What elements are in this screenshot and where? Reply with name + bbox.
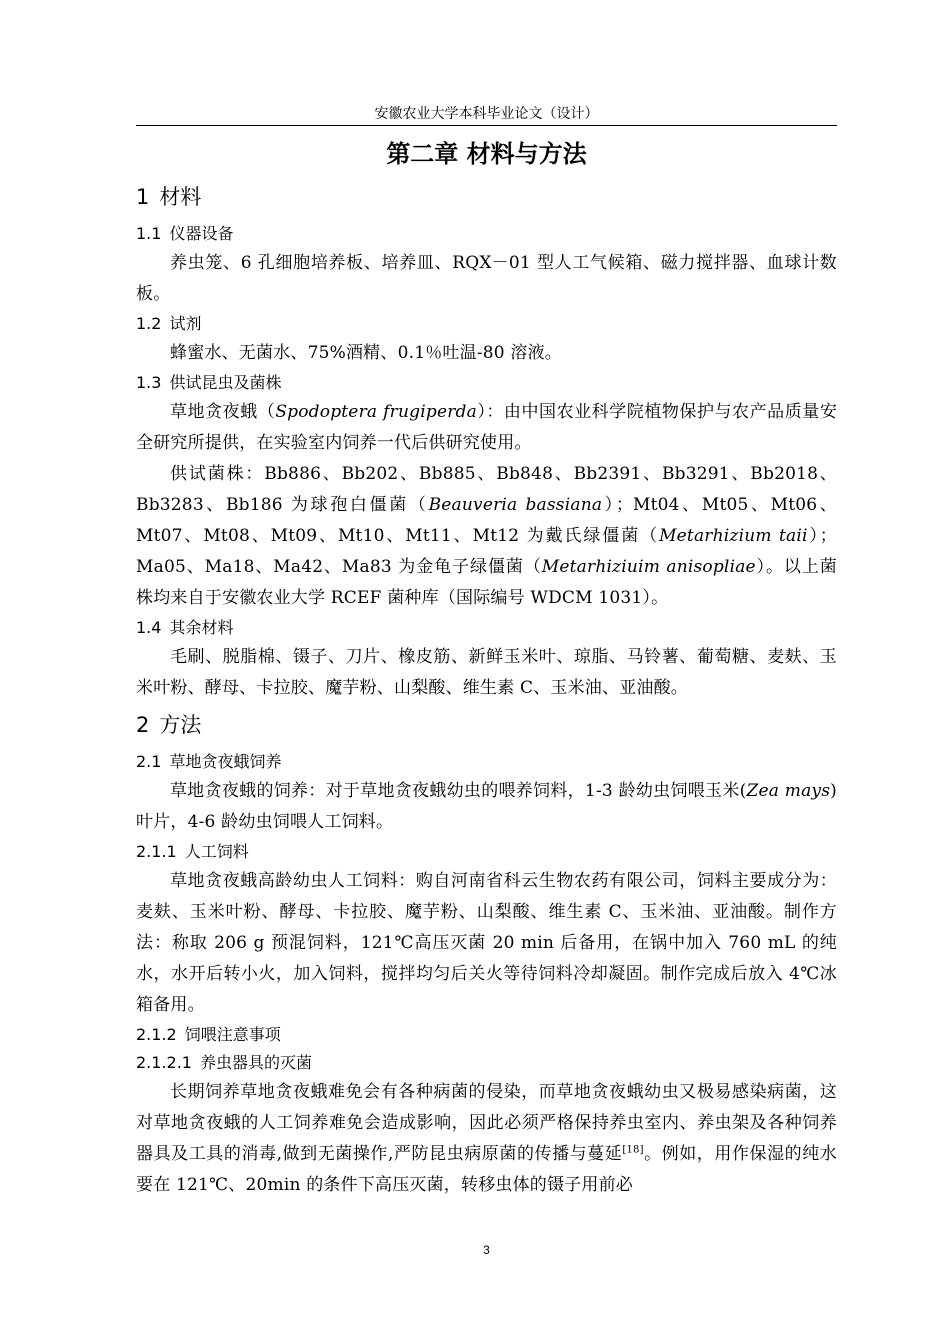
section-title: 方法 [159,713,202,737]
section-title: 饲喂注意事项 [184,1025,281,1044]
section-title: 供试昆虫及菌株 [169,373,282,392]
section-title: 草地贪夜蛾饲养 [169,752,282,771]
scientific-name: Beauveria bassiana [428,495,603,515]
section-heading-2 [136,706,837,744]
scientific-name: Metarhizium taii [659,526,808,546]
subsection-heading-1-3 [136,369,837,397]
section-number: 2.1.2.1 [136,1053,192,1072]
page-number: 3 [483,1243,490,1257]
section-number: 1.2 [136,314,162,333]
section-heading-1 [136,178,837,216]
paragraph-strains [136,459,837,614]
subsection-heading-2-1-2 [136,1021,837,1049]
paragraph-other-materials: 毛刷、脱脂棉、镊子、刀片、橡皮筋、新鲜玉米叶、琼脂、马铃薯、葡萄糖、麦麸、玉米叶粉、酵母、卡拉胶、魔芋粉、山梨酸、维生素 C、玉米油、亚油酸。 [136,647,837,698]
section-title: 养虫器具的灭菌 [199,1053,312,1072]
citation-reference: [18] [622,1144,644,1156]
paragraph-sterilization [136,1077,837,1201]
text-run: ）；Mt04、Mt05、Mt06、Mt07、Mt08、Mt09、Mt10、Mt11、Mt12 为戴氏绿僵菌（ [136,495,837,546]
page-body [136,132,837,1201]
running-header: 安徽农业大学本科毕业论文（设计） [374,106,599,122]
section-number: 2.1 [136,752,162,771]
section-number: 2.1.2 [136,1025,177,1044]
section-title: 材料 [159,185,202,209]
section-title: 试剂 [169,314,202,333]
scientific-name: Spodoptera frugiperda [275,402,477,422]
subsection-heading-1-1 [136,220,837,248]
subsection-heading-1-4 [136,614,837,642]
text-run: ）。以上菌株均来自于安徽农业大学 RCEF 菌种库（国际编号 WDCM 1031）。 [136,557,838,608]
chapter-title: 第二章 材料与方法 [386,140,587,168]
section-number: 1 [136,185,150,209]
scientific-name: Zea mays [746,781,831,801]
text-run: ）；Ma05、Ma18、Ma42、Ma83 为金龟子绿僵菌（ [136,526,837,577]
section-number: 2.1.1 [136,842,177,861]
section-number: 1.1 [136,224,162,243]
section-number: 2 [136,713,150,737]
header-rule [136,125,837,126]
paragraph-reagents: 蜂蜜水、无菌水、75%酒精、0.1％吐温-80 溶液。 [170,343,562,363]
paragraph-rearing [136,776,837,838]
section-number: 1.4 [136,618,162,637]
section-title: 其余材料 [169,618,234,637]
text-run: 供试菌株：Bb886、Bb202、Bb885、Bb848、Bb2391、Bb3291、Bb2018、Bb3283、Bb186 为球孢白僵菌（ [136,464,837,515]
text-run: ）：由中国农业科学院植物保护与农产品质量安全研究所提供，在实验室内饲养一代后供研究使用。 [136,402,838,453]
subsection-heading-2-1 [136,748,837,776]
paragraph-equipment: 养虫笼、6 孔细胞培养板、培养皿、RQX－01 型人工气候箱、磁力搅拌器、血球计数板。 [136,253,837,304]
paragraph-insects [136,397,837,459]
section-number: 1.3 [136,373,162,392]
section-title: 仪器设备 [169,224,234,243]
text-run: 。例如，用作保湿的纯水要在 121℃、20min 的条件下高压灭菌，转移虫体的镊子用前必 [136,1144,838,1195]
text-run: )叶片，4-6 龄幼虫饲喂人工饲料。 [136,781,837,832]
subsection-heading-1-2 [136,310,837,338]
text-run: 草地贪夜蛾的饲养：对于草地贪夜蛾幼虫的喂养饲料，1-3 龄幼虫饲喂玉米( [170,781,747,801]
subsection-heading-2-1-2-1 [136,1049,837,1077]
text-run: 草地贪夜蛾（ [170,402,276,422]
section-title: 人工饲料 [184,842,249,861]
subsection-heading-2-1-1 [136,838,837,866]
text-run: 长期饲养草地贪夜蛾难免会有各种病菌的侵染，而草地贪夜蛾幼虫又极易感染病菌，这对草地贪夜蛾的人工饲养难免会造成影响，因此必须严格保持养虫室内、养虫架及各种饲养器具及工具的消毒,做到无菌操作,严防昆虫病原菌的传播与蔓延 [136,1082,837,1164]
paragraph-artificial-diet: 草地贪夜蛾高龄幼虫人工饲料：购自河南省科云生物农药有限公司，饲料主要成分为：麦麸、玉米叶粉、酵母、卡拉胶、魔芋粉、山梨酸、维生素 C、玉米油、亚油酸。制作方法：称取 206 g 预混饲料，121℃高压灭菌 20 min 后备用，在锅中加入 760 mL 的纯水，水开后转小火，加入饲料，搅拌均匀后关火等待饲料冷却凝固。制作完成后放入 4℃冰箱备用。 [136,871,837,1015]
scientific-name: Metarhiziuim anisopliae [541,557,756,577]
